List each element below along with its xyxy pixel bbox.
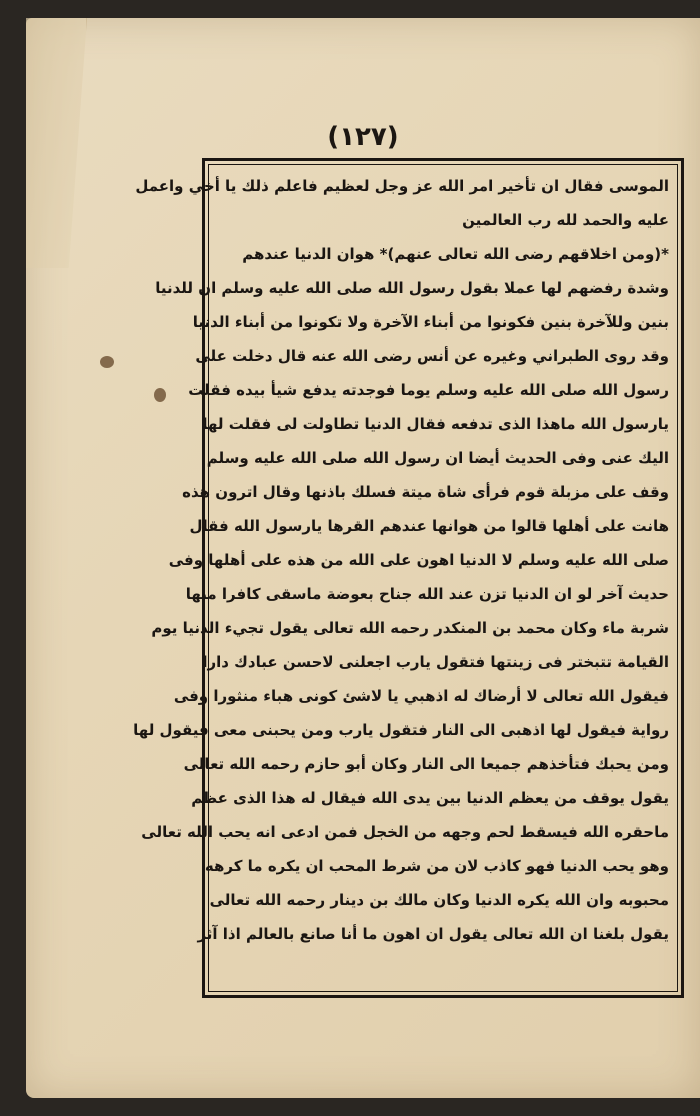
text-line: ومن يحبك فتأخذهم جميعا الى النار وكان أبو حازم رحمه الله تعالى bbox=[183, 755, 669, 773]
text-line: ماحقره الله فيسقط لحم وجهه من الخجل فمن ادعى انه يحب الله تعالى bbox=[141, 823, 669, 841]
text-line: رسول الله صلى الله عليه وسلم يوما فوجدته يدفع شيأ بيده فقلت bbox=[188, 381, 669, 399]
text-line: *(ومن اخلاقهم رضى الله تعالى عنهم)* هوان الدنيا عندهم bbox=[242, 245, 669, 263]
text-line: هانت على أهلها قالوا من هوانها عندهم القرها يارسول الله فقال bbox=[189, 517, 669, 535]
text-block bbox=[133, 169, 669, 951]
text-line: فيقول الله تعالى لا أرضاك له اذهبي يا لاشئ كونى هباء منثورا وفى bbox=[173, 687, 669, 705]
text-line: الموسى فقال ان تأخير امر الله عز وجل لعظيم فاعلم ذلك يا أخي واعمل bbox=[135, 177, 669, 195]
text-frame bbox=[133, 158, 684, 998]
text-line: عليه والحمد لله رب العالمين bbox=[462, 211, 669, 229]
text-line: وهو يحب الدنيا فهو كاذب لان من شرط المحب ان يكره ما كرهه bbox=[204, 857, 669, 875]
text-line: بنين وللآخرة بنين فكونوا من أبناء الآخرة ولا تكونوا من أبناء الدنيا bbox=[192, 313, 669, 331]
text-line: يقول بلغنا ان الله تعالى يقول ان اهون ما أنا صانع بالعالم اذا آثر bbox=[197, 925, 669, 943]
text-line: وشدة رفضهم لها عملا بقول رسول الله صلى الله عليه وسلم ان للدنيا bbox=[155, 279, 669, 297]
text-line: يقول يوقف من يعظم الدنيا بين يدى الله فيقال له هذا الذى عظم bbox=[191, 789, 669, 807]
text-line: اليك عنى وفى الحديث أيضا ان رسول الله صلى الله عليه وسلم bbox=[206, 449, 669, 467]
text-line: القيامة تتبختر فى زينتها فتقول يارب اجعلنى لاحسن عبادك دارا bbox=[202, 653, 669, 671]
text-line: حديث آخر لو ان الدنيا تزن عند الله جناح بعوضة ماسقى كافرا منها bbox=[185, 585, 669, 603]
ink-stain bbox=[154, 388, 166, 402]
text-line: رواية فيقول لها اذهبى الى النار فتقول يارب ومن يحبنى معى فيقول لها bbox=[133, 721, 669, 739]
text-line: وقف على مزبلة قوم فرأى شاة ميتة فسلك باذنها وقال اترون هذه bbox=[182, 483, 669, 501]
page-number: (١٢٧) bbox=[327, 122, 399, 152]
text-line: شربة ماء وكان محمد بن المنكدر رحمه الله تعالى يقول تجيء الدنيا يوم bbox=[151, 619, 669, 637]
ink-stain bbox=[100, 356, 114, 368]
text-line: صلى الله عليه وسلم لا الدنيا اهون على الله من هذه على أهلها وفى bbox=[168, 551, 669, 569]
book-page bbox=[26, 18, 700, 1098]
text-line: يارسول الله ماهذا الذى تدفعه فقال الدنيا تطاولت لى فقلت لها bbox=[202, 415, 669, 433]
text-line: وقد روى الطبراني وغيره عن أنس رضى الله عنه قال دخلت على bbox=[195, 347, 669, 365]
text-line: محبوبه وان الله يكره الدنيا وكان مالك بن دينار رحمه الله تعالى bbox=[209, 891, 669, 909]
